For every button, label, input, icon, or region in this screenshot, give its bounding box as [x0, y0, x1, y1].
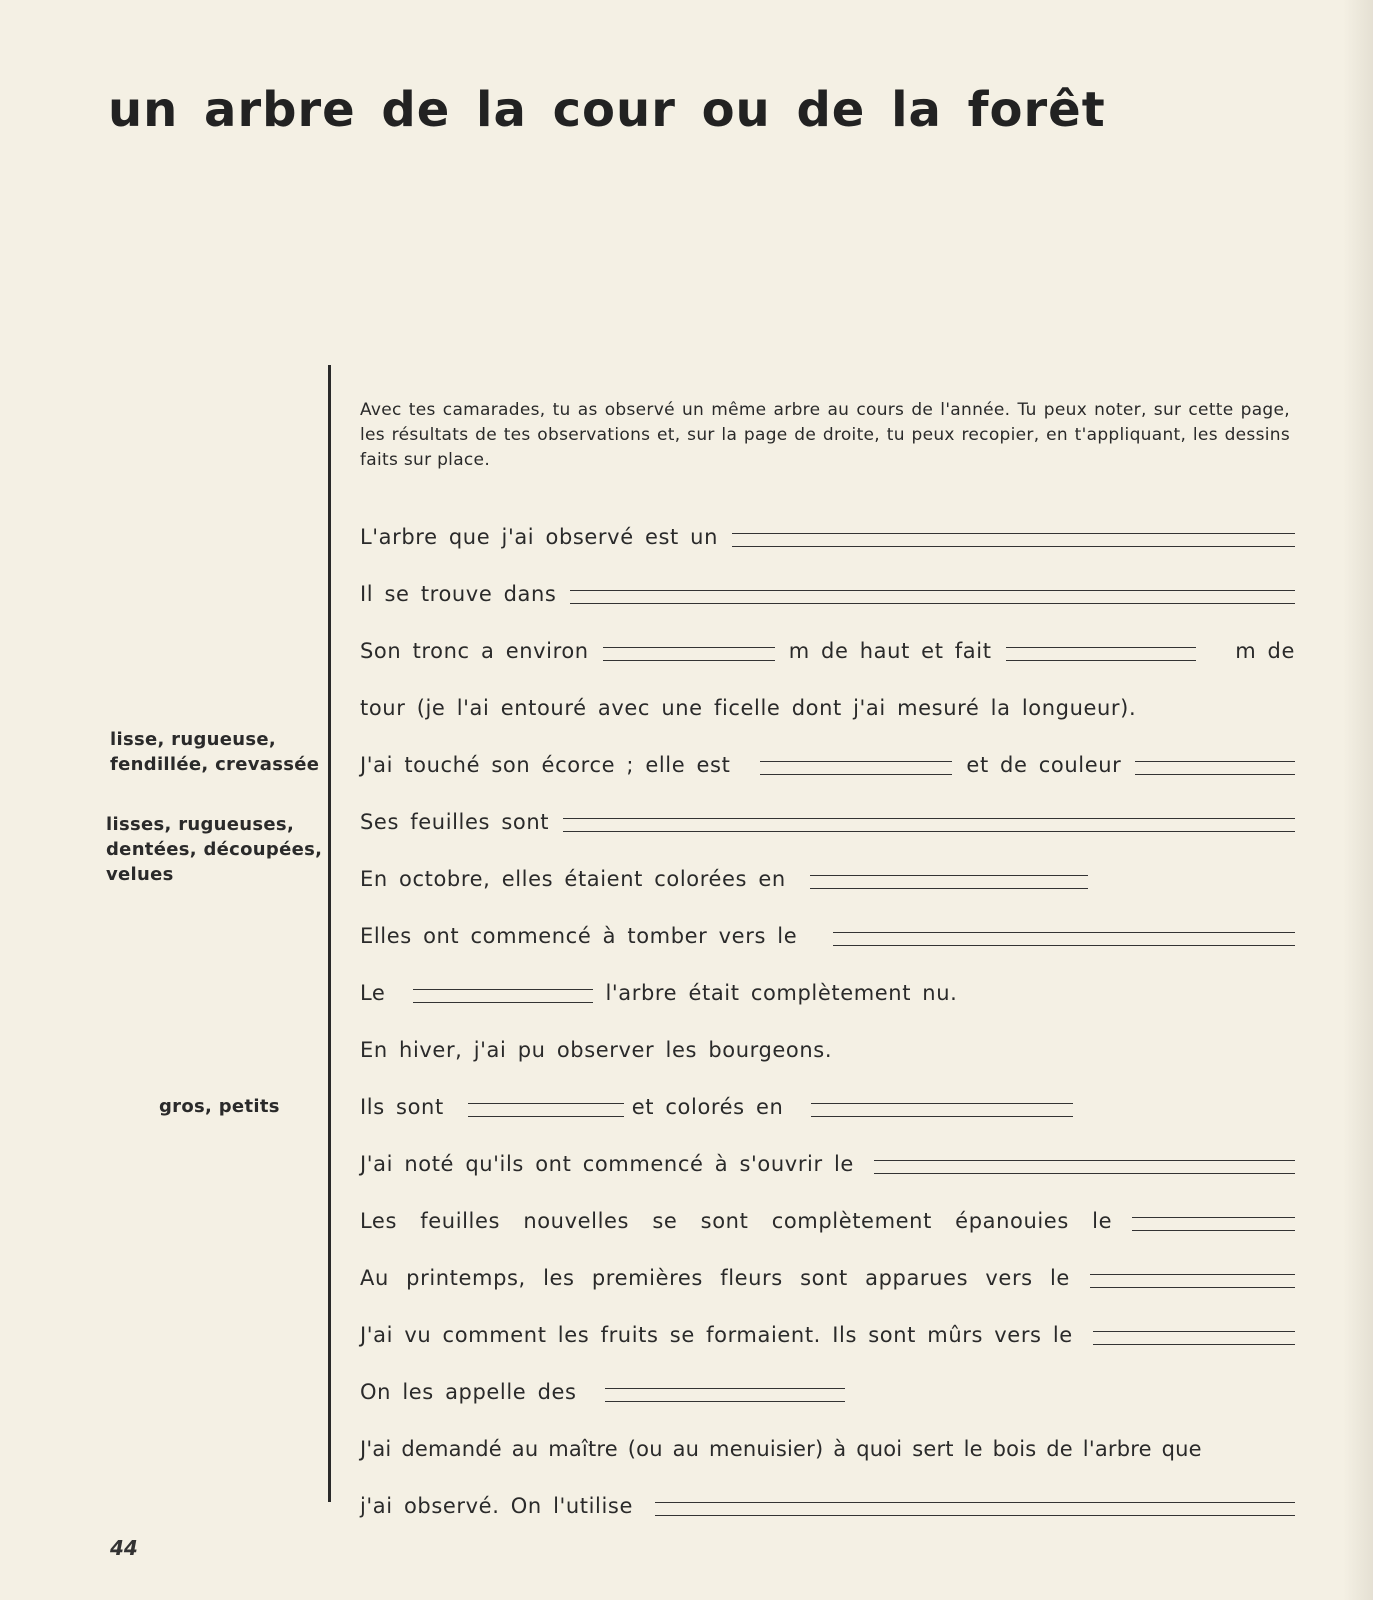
answer-blank[interactable]	[655, 1502, 1295, 1516]
margin-note-ecorce	[110, 727, 319, 777]
line-bourgeons	[360, 1087, 1295, 1127]
line-nu	[360, 973, 1295, 1013]
answer-blank[interactable]	[563, 818, 1295, 832]
answer-blank[interactable]	[1090, 1274, 1295, 1288]
page-title: un arbre de la cour ou de la forêt	[108, 82, 1106, 138]
margin-note-line: lisses, rugueuses,	[106, 814, 295, 835]
line-text: m de	[1235, 639, 1295, 663]
line-text: En octobre, elles étaient colorées en	[360, 867, 786, 891]
line-ouvrir	[360, 1144, 1295, 1184]
answer-blank[interactable]	[1132, 1217, 1295, 1231]
line-text: On les appelle des	[360, 1380, 577, 1404]
line-fleurs	[360, 1258, 1295, 1298]
line-text: et de couleur	[966, 753, 1122, 777]
line-text: et colorés en	[631, 1095, 784, 1119]
line-tomber	[360, 916, 1295, 956]
bark-texture-blank[interactable]	[760, 761, 952, 775]
page-edge-shadow	[1343, 0, 1373, 1600]
girth-blank[interactable]	[1006, 647, 1196, 661]
margin-note-line: velues	[106, 864, 174, 885]
line-text: Ils sont	[360, 1095, 444, 1119]
vertical-rule	[328, 365, 331, 1502]
line-text: En hiver, j'ai pu observer les bourgeons.	[360, 1038, 833, 1062]
line-text: J'ai demandé au maître (ou au menuisier) à quoi sert le bois de l'arbre que	[360, 1437, 1202, 1461]
line-text: J'ai noté qu'ils ont commencé à s'ouvrir le	[360, 1152, 854, 1176]
page-number: 44	[110, 1536, 138, 1560]
margin-note-line: fendillée, crevassée	[110, 754, 320, 775]
line-octobre	[360, 859, 1295, 899]
line-text: m de haut et fait	[788, 639, 992, 663]
answer-blank[interactable]	[874, 1160, 1295, 1174]
line-text: L'arbre que j'ai observé est un	[360, 525, 718, 549]
line-text: Ses feuilles sont	[360, 810, 550, 834]
line-bois	[360, 1429, 1295, 1469]
line-text: J'ai vu comment les fruits se formaient. Ils sont mûrs vers le	[360, 1323, 1073, 1347]
margin-note-feuilles	[106, 812, 322, 887]
bud-size-blank[interactable]	[468, 1103, 624, 1117]
margin-note-line: dentées, découpées,	[106, 839, 323, 860]
answer-blank[interactable]	[810, 875, 1088, 889]
bark-color-blank[interactable]	[1135, 761, 1295, 775]
line-text: j'ai observé. On l'utilise	[360, 1494, 633, 1518]
answer-blank[interactable]	[732, 533, 1295, 547]
line-hiver	[360, 1030, 1295, 1070]
answer-blank[interactable]	[833, 932, 1295, 946]
margin-note-bourgeons: gros, petits	[159, 1096, 280, 1117]
line-tronc	[360, 631, 1295, 671]
line-text: Les feuilles nouvelles se sont complètement épanouies le	[360, 1209, 1113, 1233]
line-ecorce	[360, 745, 1295, 785]
intro-paragraph: Avec tes camarades, tu as observé un même arbre au cours de l'année. Tu peux noter, sur cette page, les résultats de tes observations et, sur la page de droite, tu peux recopier, en t'appliquant, les dessins faits sur place.	[360, 400, 1290, 470]
line-text: Son tronc a environ	[360, 639, 589, 663]
line-utilise	[360, 1486, 1295, 1526]
line-text: Au printemps, les premières fleurs sont apparues vers le	[360, 1266, 1070, 1290]
date-blank[interactable]	[413, 989, 593, 1003]
answer-blank[interactable]	[1093, 1331, 1295, 1345]
line-text: Elles ont commencé à tomber vers le	[360, 924, 798, 948]
line-feuilles	[360, 802, 1295, 842]
line-appelle	[360, 1372, 1295, 1412]
line-text: l'arbre était complètement nu.	[605, 981, 958, 1005]
bud-color-blank[interactable]	[811, 1103, 1073, 1117]
line-lieu	[360, 574, 1295, 614]
line-tour	[360, 688, 1295, 728]
line-text: Il se trouve dans	[360, 582, 557, 606]
height-blank[interactable]	[603, 647, 775, 661]
answer-blank[interactable]	[570, 590, 1295, 604]
line-text: J'ai touché son écorce ; elle est	[360, 753, 731, 777]
margin-note-line: lisse, rugueuse,	[110, 729, 277, 750]
line-text: tour (je l'ai entouré avec une ficelle dont j'ai mesuré la longueur).	[360, 696, 1137, 720]
answer-blank[interactable]	[605, 1388, 845, 1402]
line-arbre	[360, 517, 1295, 557]
line-epanouies	[360, 1201, 1295, 1241]
line-fruits	[360, 1315, 1295, 1355]
line-text: Le	[360, 981, 386, 1005]
